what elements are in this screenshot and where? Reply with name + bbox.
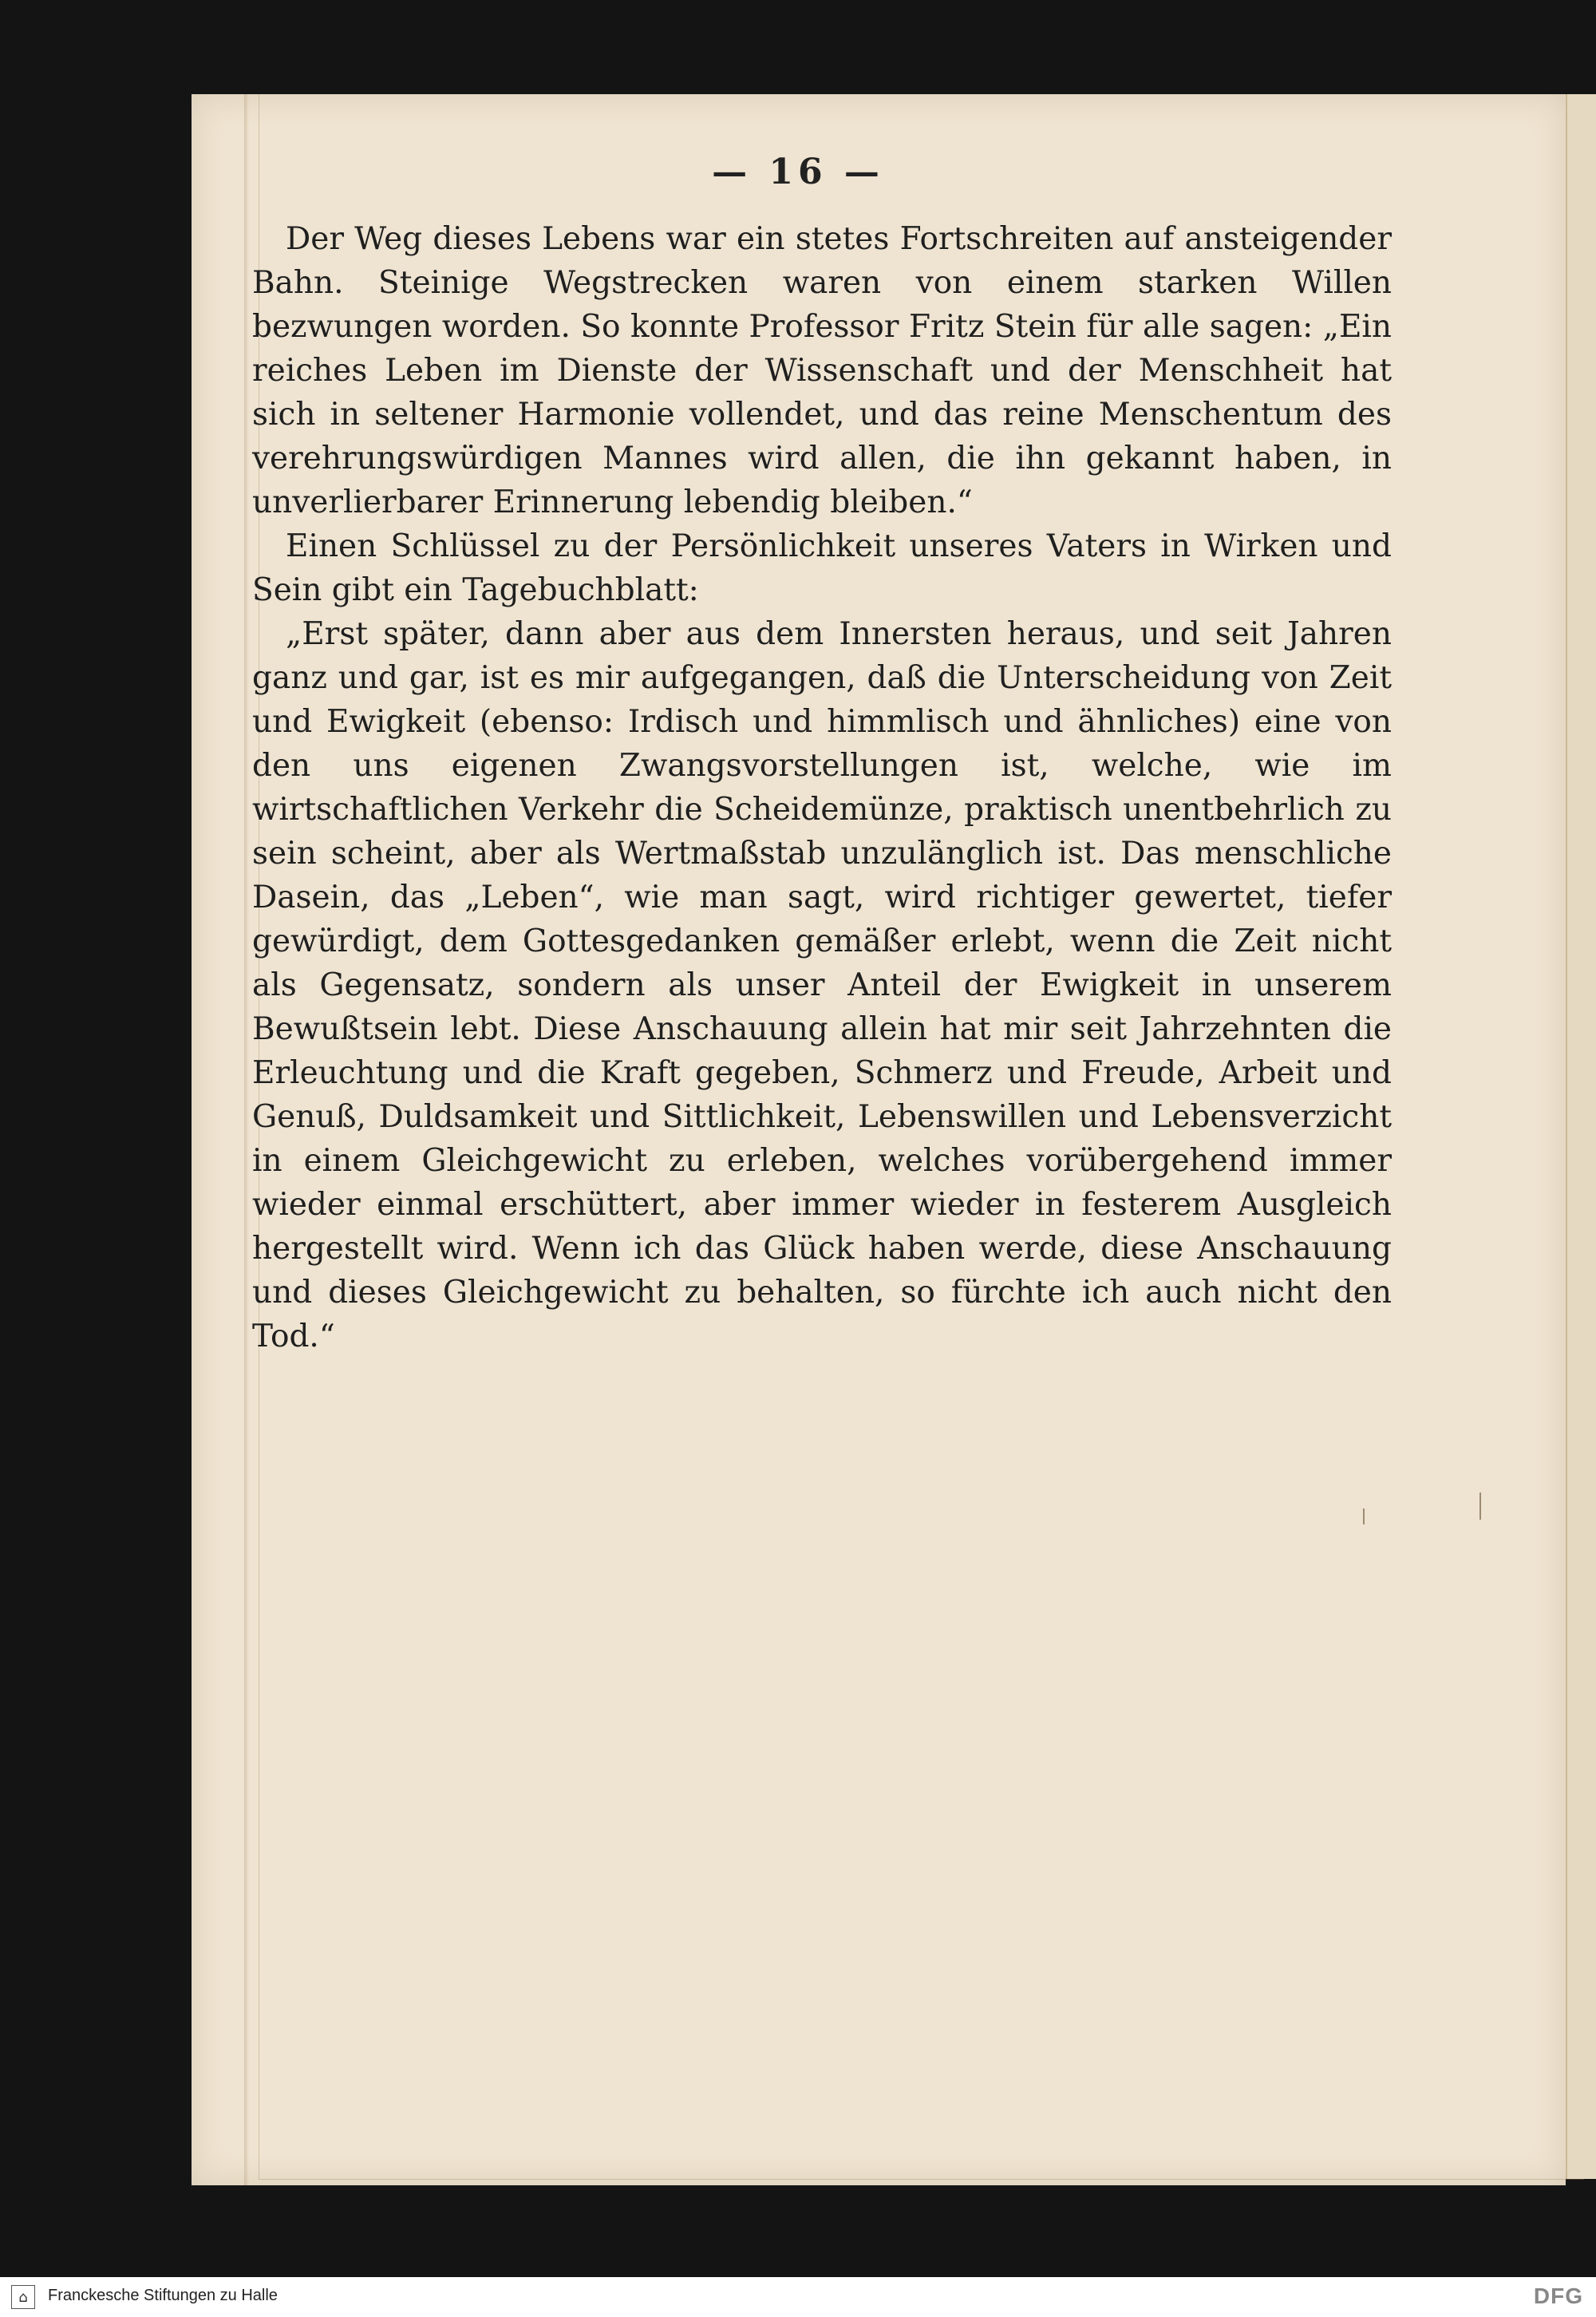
institution-logo-icon: ⌂ (11, 2285, 35, 2309)
paragraph-2: Einen Schlüssel zu der Persönlichkeit unseres Vaters in Wirken und Sein gibt ein Tagebuchblatt: (252, 528, 1392, 608)
next-page-edge (1566, 94, 1596, 2179)
paragraph-1: Der Weg dieses Lebens war ein stetes Fortschreiten auf ansteigender Bahn. Steinige Wegstrecken waren von einem starken Willen bezwungen worden. So konnte Professor Fritz Stein für alle sagen: „Ein reiches Leben im Dienste der Wissenschaft und der Menschheit hat sich in seltener Harmonie vollendet, und das reine Menschentum des verehrungswürdigen Mannes wird allen, die ihn gekannt haben, in unverlierbarer Erinnerung lebendig bleiben.“ (252, 221, 1392, 520)
body-text (252, 217, 1392, 1358)
page-number: — 16 — (712, 152, 884, 192)
page-fold-shadow (244, 94, 249, 2185)
scan-artifact-mark (1363, 1508, 1365, 1524)
paragraph-3-quote: „Erst später, dann aber aus dem Innersten heraus, und seit Jahren ganz und gar, ist es mir aufgegangen, daß die Unterscheidung von Zeit und Ewigkeit (ebenso: Irdisch und himmlisch und ähnliches) eine von den uns eigenen Zwangsvorstellungen ist, welche, wie im wirtschaftlichen Verkehr die Scheidemünze, praktisch unentbehrlich zu sein scheint, aber als Wertmaßstab unzulänglich ist. Das menschliche Dasein, das „Leben“, wie man sagt, wird richtiger gewertet, tiefer gewürdigt, dem Gottesgedanken gemäßer erlebt, wenn die Zeit nicht als Gegensatz, sondern als unser Anteil der Ewigkeit in unserem Bewußtsein lebt. Diese Anschauung allein hat mir seit Jahrzehnten die Erleuchtung und die Kraft gegeben, Schmerz und Freude, Arbeit und Genuß, Duldsamkeit und Sittlichkeit, Lebenswillen und Lebensverzicht in einem Gleichgewicht zu erleben, welches vorübergehend immer wieder einmal erschüttert, aber immer wieder in festerem Ausgleich hergestellt wird. Wenn ich das Glück haben werde, diese Anschauung und dieses Gleichgewicht zu behalten, so fürchte ich auch nicht den Tod.“ (252, 616, 1392, 1354)
scan-artifact-mark (1479, 1493, 1481, 1520)
institution-name: Franckesche Stiftungen zu Halle (48, 2287, 278, 2304)
dfg-badge: DFG (1533, 2283, 1583, 2308)
viewer-footer (0, 2277, 1596, 2317)
